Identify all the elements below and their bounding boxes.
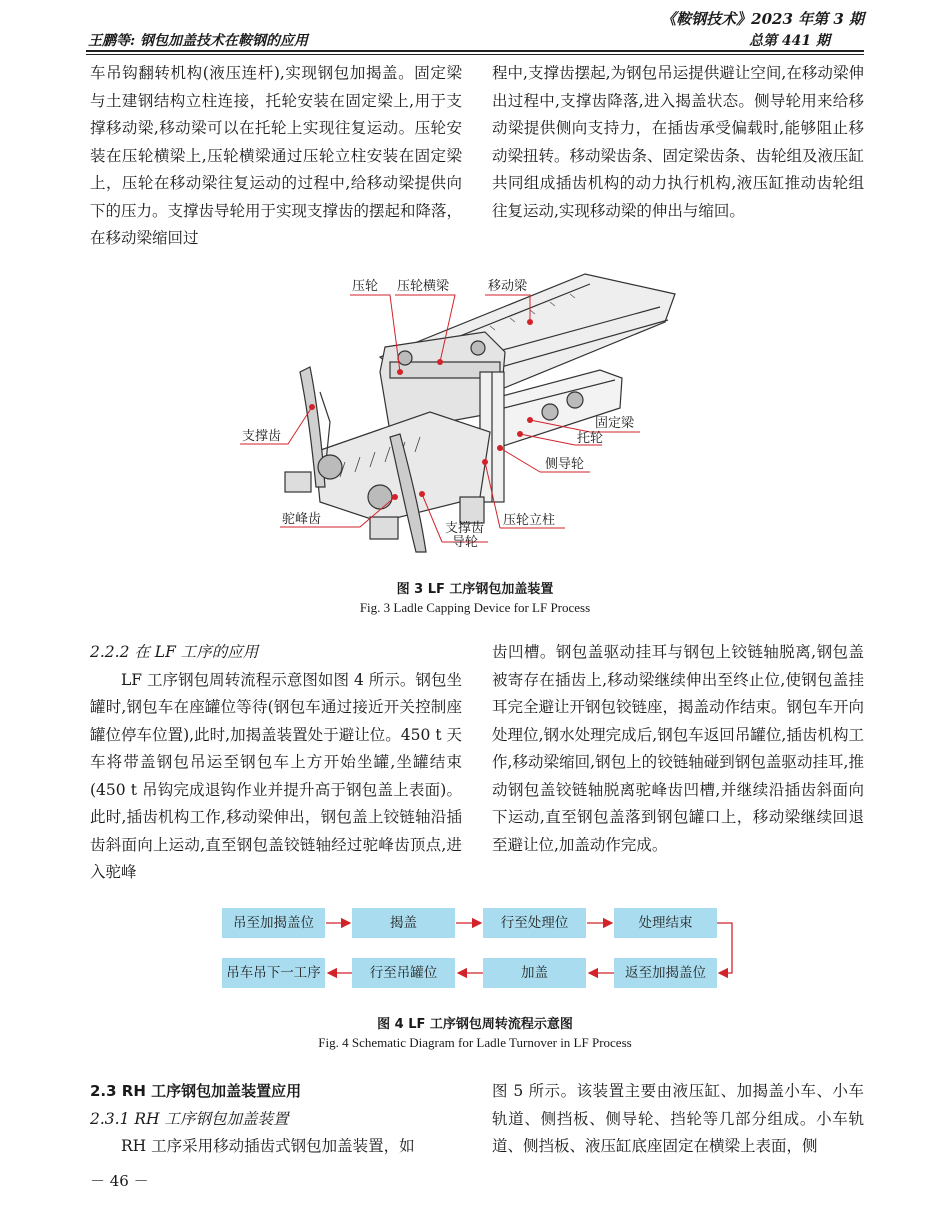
flow-step-cap: 加盖 [483, 958, 586, 988]
flow-step-crane-next-process: 吊车吊下一工序 [222, 958, 325, 988]
paragraph: 图 5 所示。该装置主要由液压缸、加揭盖小车、小车轨道、侧挡板、侧导轮、挡轮等几部分组成。小车轨道、侧挡板、液压缸底座固定在横梁上表面，侧 [492, 1082, 864, 1155]
label-camel-tooth: 驼峰齿 [282, 512, 322, 527]
figure3-caption-cn: 图 3 LF 工序钢包加盖装置 [396, 582, 554, 597]
issue-total: 总第 441 期 [749, 33, 830, 49]
section-heading: 2.3 RH 工序钢包加盖装置应用 [90, 1082, 302, 1100]
label-press-beam: 压轮横梁 [397, 279, 450, 294]
label-fixed-beam: 固定梁 [595, 416, 635, 431]
label-support-tooth: 支撑齿 [242, 429, 282, 444]
flow-step-uncap: 揭盖 [352, 908, 455, 938]
flow-step-lift-to-cap-position: 吊至加揭盖位 [222, 908, 325, 938]
figure4-caption-cn: 图 4 LF 工序钢包周转流程示意图 [377, 1017, 573, 1032]
label-press-wheel: 压轮 [352, 279, 379, 294]
article-running-title: 王鹏等: 钢包加盖技术在鞍钢的应用 [88, 33, 309, 49]
flow-step-move-to-processing: 行至处理位 [483, 908, 586, 938]
page-number: － 46 － [90, 1172, 149, 1190]
section-2-3-right [492, 1078, 864, 1161]
figure3-caption-en: Fig. 3 Ladle Capping Device for LF Process [359, 600, 591, 615]
label-press-column: 压轮立柱 [503, 513, 556, 528]
label-moving-beam: 移动梁 [488, 279, 528, 294]
flow-step-move-to-lift-position: 行至吊罐位 [352, 958, 455, 988]
subsection-heading: 2.3.1 RH 工序钢包加盖装置 [90, 1109, 289, 1128]
paragraph: 齿凹槽。钢包盖驱动挂耳与钢包上铰链轴脱离,钢包盖被寄存在插齿上,移动梁继续伸出至终止位,使钢包盖挂耳完全避让开钢包铰链座，揭盖动作结束。钢包车开向处理位,钢水处理完成后,钢包车返回吊罐位,插齿机构工作,移动梁缩回,钢包上的铰链轴碰到钢包盖驱动挂耳,推动钢包盖铰链轴脱离驼峰齿凹槽,并继续沿插齿斜面向下运动,直至钢包盖落到钢包罐口上，移动梁继续回退至避让位,加盖动作完成。 [492, 643, 865, 854]
journal-title: 《鞍钢技术》2023 年第 3 期 [661, 10, 864, 28]
flow-step-processing-done: 处理结束 [614, 908, 717, 938]
arrow [717, 923, 732, 973]
paragraph: 程中,支撑齿摆起,为钢包吊运提供避让空间,在移动梁伸出过程中,支撑齿降落,进入揭盖状态。侧导轮用来给移动梁提供侧向支持力，在插齿承受偏载时,能够阻止移动梁扭转。移动梁齿条、固定梁齿条、齿轮组及液压缸共同组成插齿机构的动力执行机构,液压缸推动齿轮组往复运动,实现移动梁的伸出与缩回。 [492, 64, 865, 220]
label-idler: 托轮 [577, 431, 604, 446]
label-side-guide: 侧导轮 [545, 457, 585, 472]
paragraph: RH 工序采用移动插齿式钢包加盖装置，如 [121, 1137, 415, 1155]
paragraph: LF 工序钢包周转流程示意图如图 4 所示。钢包坐罐时,钢包车在座罐位等待(钢包车通过接近开关控制座罐位停车位置),此时,加揭盖装置处于避让位。450 t 天车将带盖钢包吊运至钢包车上方开始坐罐,坐罐结束(450 t 吊钩完成退钩作业并提升高于钢包盖上表面)。此时,插齿机构工作,移动梁伸出，钢包盖上铰链轴沿插齿斜面向上运动,直至钢包盖铰链轴经过驼峰齿顶点,进入驼峰 [90, 670, 462, 881]
paragraph: 车吊钩翻转机构(液压连杆),实现钢包加揭盖。固定梁与土建钢结构立柱连接，托轮安装在固定梁上,用于支撑移动梁,移动梁可以在托轮上实现往复运动。压轮安装在压轮横梁上,压轮横梁通过压轮立柱安装在固定梁上，压轮在移动梁往复运动的过程中,给移动梁提供向下的压力。支撑齿导轮用于实现支撑齿的摆起和降落，在移动梁缩回过 [90, 64, 463, 247]
flow-step-return-to-cap-position: 返至加揭盖位 [614, 958, 717, 988]
section-2-3-left [90, 1078, 462, 1161]
section-heading: 2.2.2 在 LF 工序的应用 [90, 643, 259, 661]
label-support-guide-line2: 导轮 [452, 535, 479, 550]
label-support-guide-line1: 支撑齿 [445, 521, 485, 536]
figure4-caption-en: Fig. 4 Schematic Diagram for Ladle Turnover in LF Process [318, 1035, 632, 1050]
